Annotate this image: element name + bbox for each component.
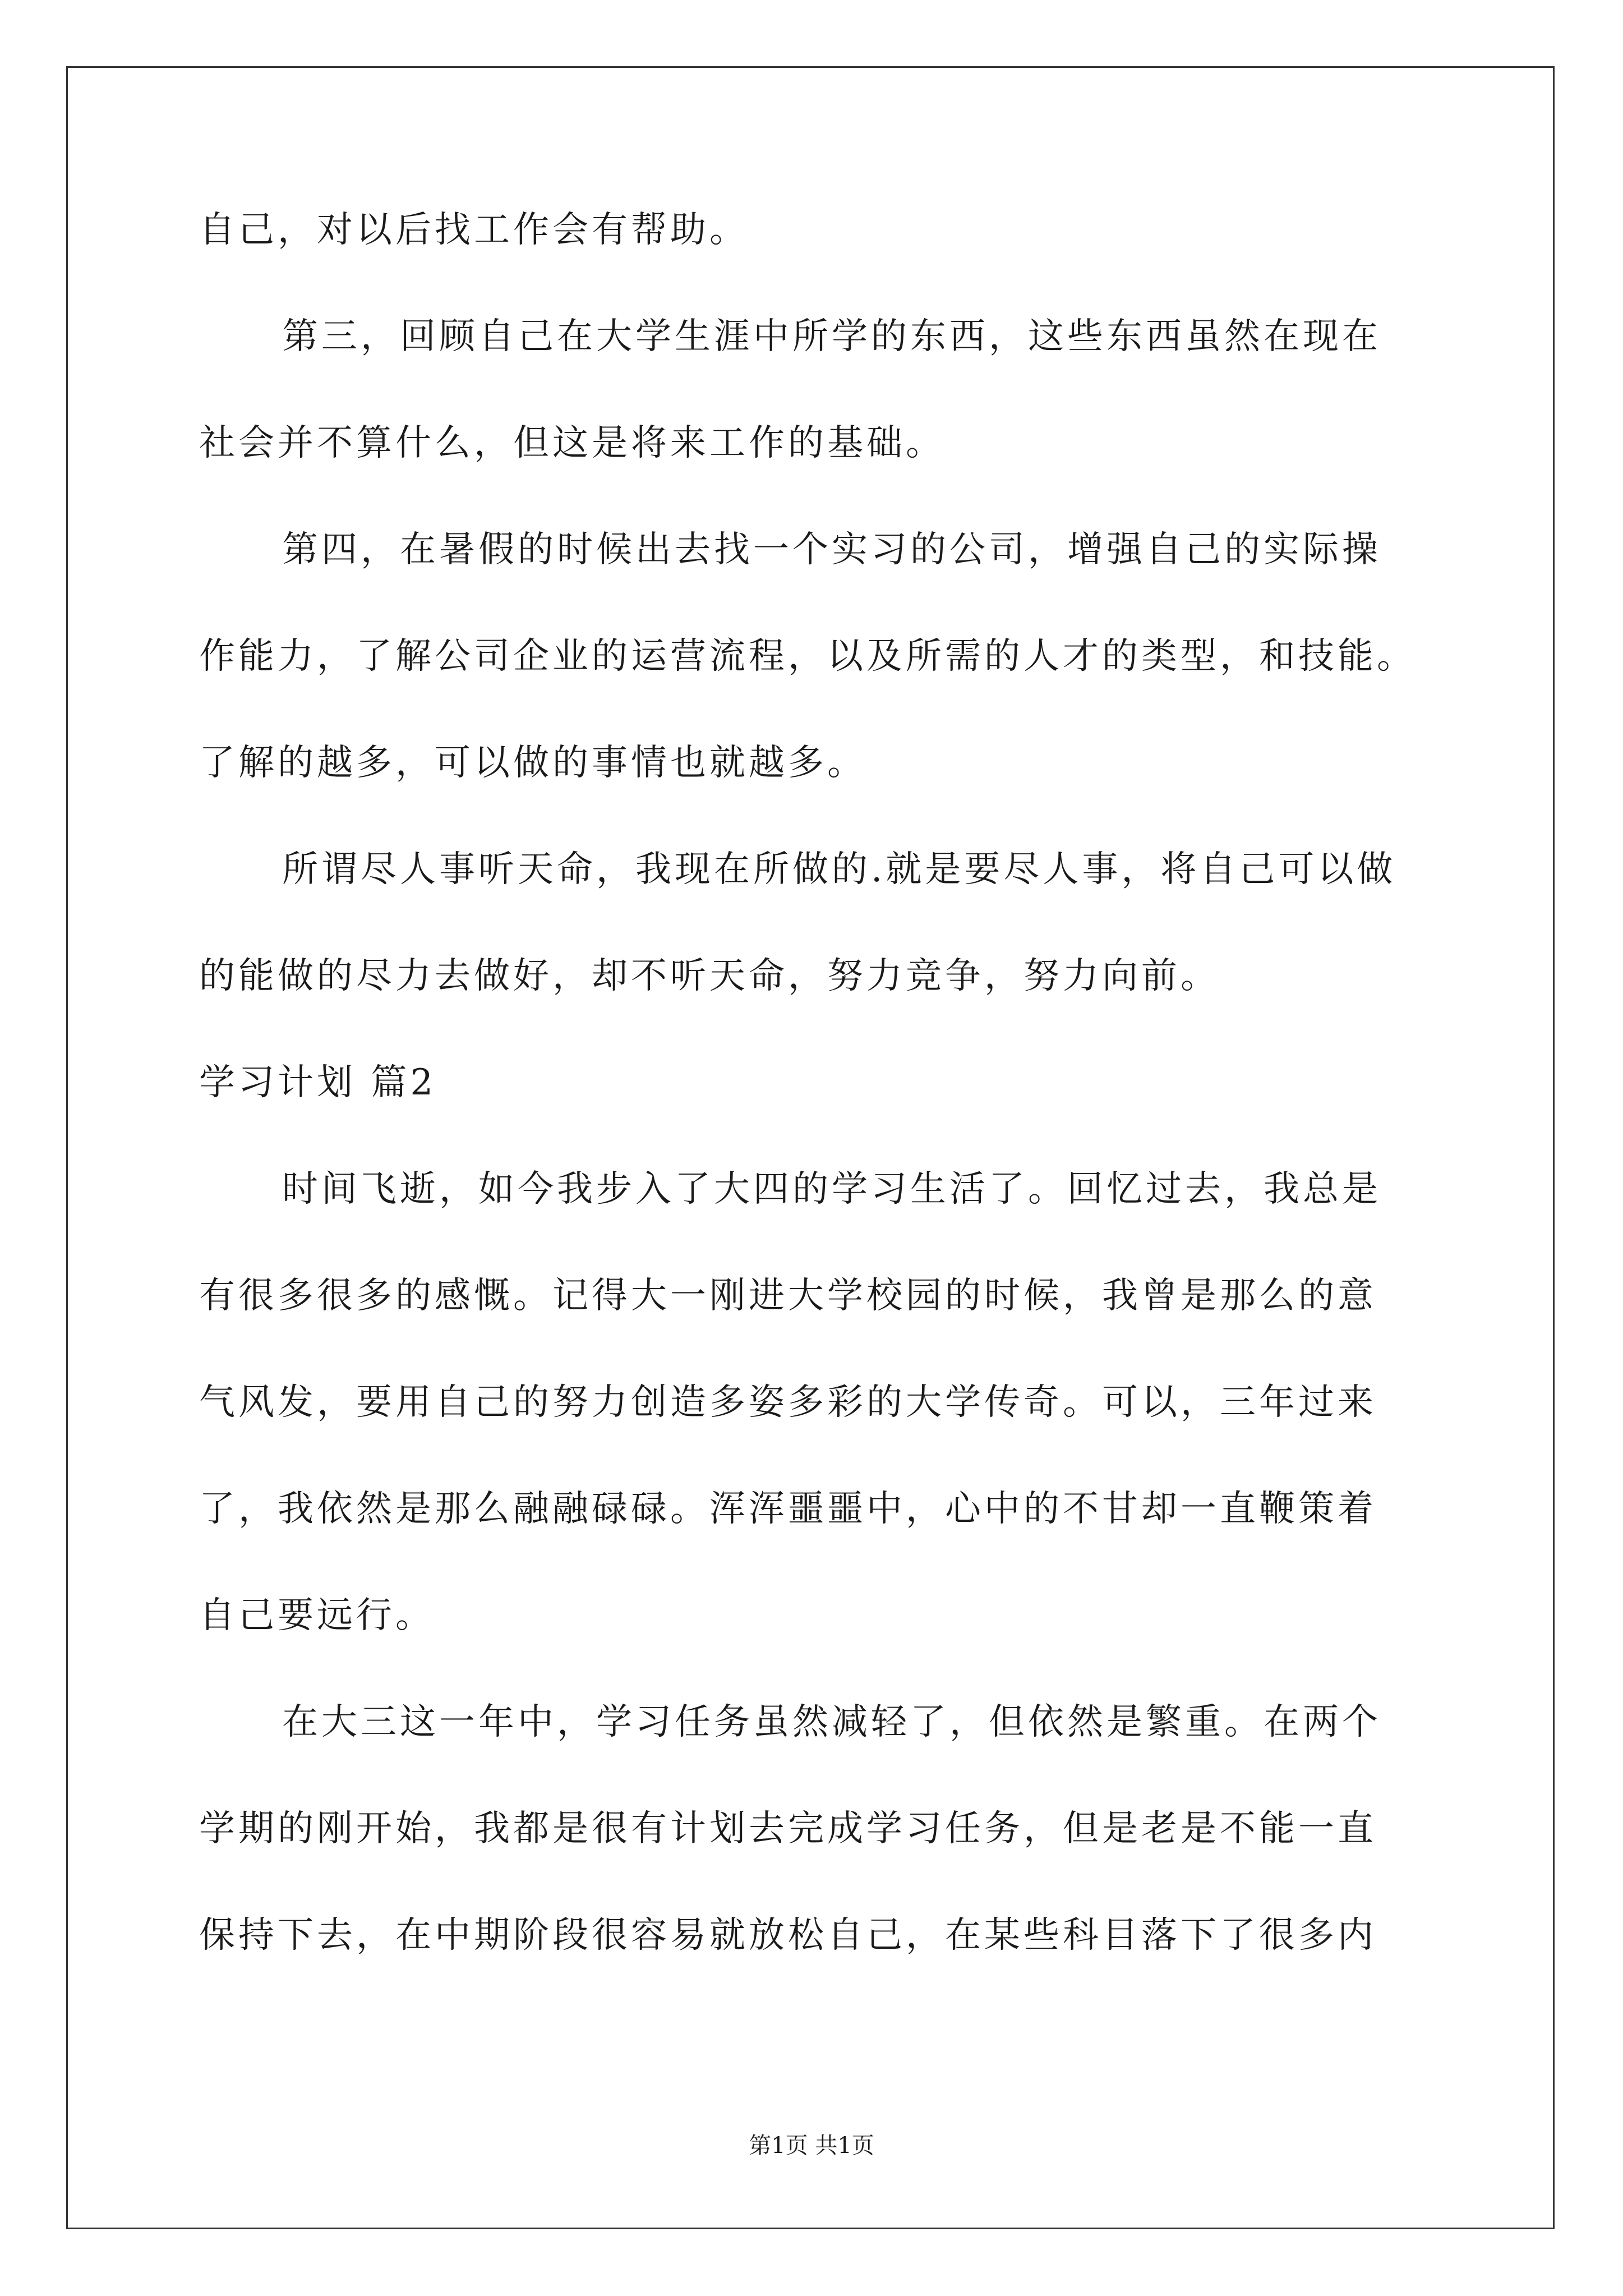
page-footer: 第1页 共1页: [749, 2133, 874, 2159]
text-line: 自己要远行。: [199, 1595, 435, 1636]
text-line: 的能做的尽力去做好，却不听天命，努力竞争，努力向前。: [199, 955, 1220, 997]
text-line: 第三，回顾自己在大学生涯中所学的东西，这些东西虽然在现在: [282, 316, 1381, 357]
text-line: 了，我依然是那么融融碌碌。浑浑噩噩中，心中的不甘却一直鞭策着: [199, 1488, 1377, 1530]
text-line: 学期的刚开始，我都是很有计划去完成学习任务，但是老是不能一直: [199, 1808, 1377, 1849]
document-body: [199, 208, 1444, 2019]
text-line: 第四，在暑假的时候出去找一个实习的公司，增强自己的实际操: [282, 529, 1381, 570]
text-line: 保持下去，在中期阶段很容易就放松自己，在某些科目落下了很多内: [199, 1915, 1377, 1956]
text-line: 时间飞逝，如今我步入了大四的学习生活了。回忆过去，我总是: [282, 1168, 1381, 1210]
text-line: 作能力，了解公司企业的运营流程，以及所需的人才的类型，和技能。: [199, 636, 1416, 677]
text-line: 在大三这一年中，学习任务虽然减轻了，但依然是繁重。在两个: [282, 1701, 1381, 1743]
text-line: 了解的越多，可以做的事情也就越多。: [199, 742, 866, 784]
text-line: 气风发，要用自己的努力创造多姿多彩的大学传奇。可以，三年过来: [199, 1382, 1377, 1423]
section-heading: 学习计划 篇2: [199, 1062, 437, 1103]
text-line: 所谓尽人事听天命，我现在所做的.就是要尽人事，将自己可以做: [282, 849, 1396, 890]
text-line: 有很多很多的感慨。记得大一刚进大学校园的时候，我曾是那么的意: [199, 1275, 1377, 1317]
text-line: 社会并不算什么，但这是将来工作的基础。: [199, 422, 945, 464]
text-line: 自己，对以后找工作会有帮助。: [199, 209, 749, 251]
